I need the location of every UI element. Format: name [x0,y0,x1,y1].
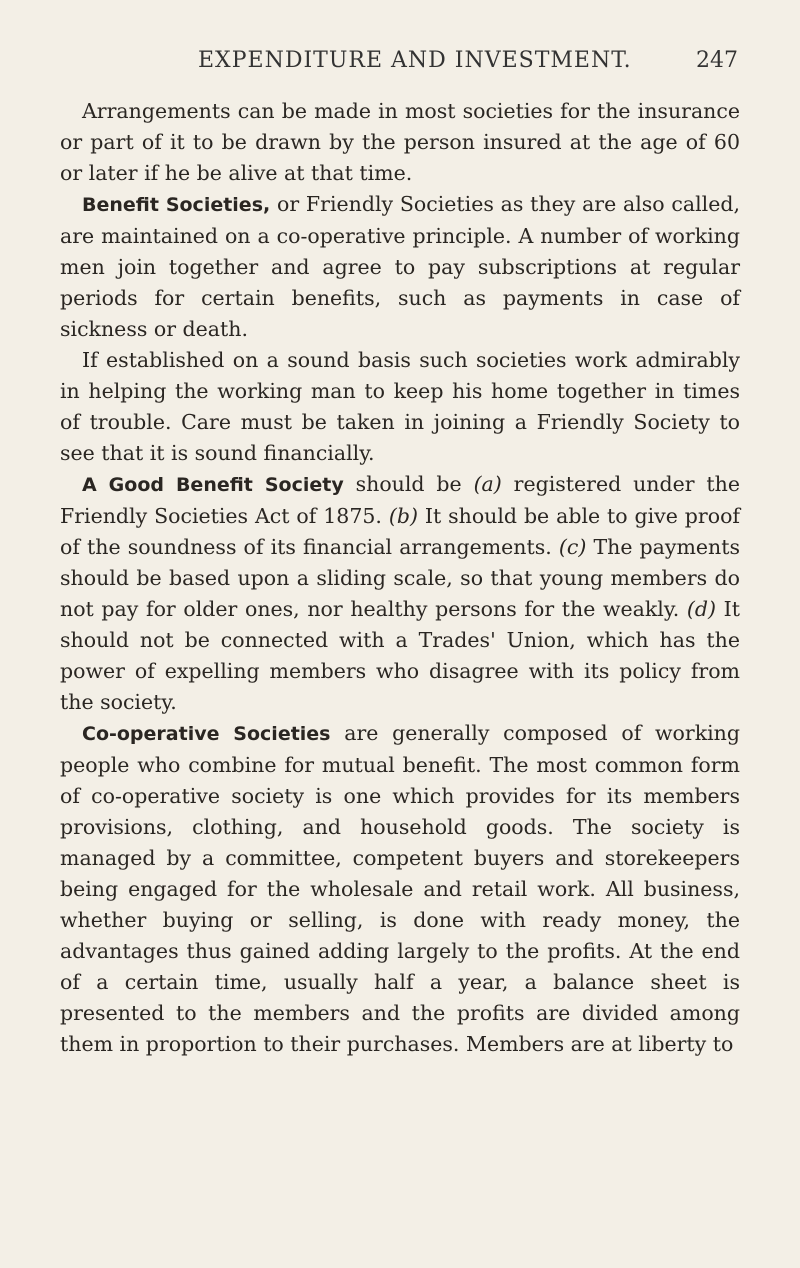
paragraph-benefit-societies [60,189,740,345]
paragraph-text: It should not be connected with a Trades' Union, which has the power of expelling members who disagree with its policy from the society. [60,597,740,714]
running-header [198,48,738,73]
page-number: 247 [696,48,738,73]
list-marker-a: (a) [473,472,502,496]
paragraph-text: should be [343,472,474,496]
paragraph-good-benefit-society [60,469,740,718]
paragraph-sound-basis [60,345,740,469]
paragraph-text: Arrangements can be made in most societies for the insurance or part of it to be drawn by the person insured at the age of 60 or later if he be alive at that time. [60,99,740,185]
paragraph-heading: Benefit Societies, [82,194,271,216]
list-marker-c: (c) [558,535,587,559]
list-marker-d: (d) [686,597,717,621]
paragraph-text: are generally composed of working people who combine for mutual benefit. The most common form of co-operative society is one which provides for its members provisions, clothing, and household goods. The society is managed by a committee, competent buyers and storekeepers being engaged for the wholesale and retail work. All business, whether buying or selling, is done with ready money, the advantages thus gained adding largely to the profits. At the end of a certain time, usually half a year, a balance sheet is presented to the members and the profits are divided among them in proportion to their purchases. Members are at liberty to [60,721,740,1056]
running-title: EXPENDITURE AND INVESTMENT. [198,48,632,73]
paragraph-text: If established on a sound basis such societies work admirably in helping the working man to keep his home together in times of trouble. Care must be taken in joining a Friendly Society to see that it is sound financially. [60,348,740,465]
paragraph-text: The payments should be based upon a sliding scale, so that young members do not pay for older ones, nor healthy persons for the weakly. [60,535,741,621]
paragraph-text: registered under the Friendly Societies Act of 1875. [60,472,740,528]
paragraph-heading: Co-operative Societies [82,723,331,745]
paragraph-text: It should be able to give proof of the soundness of its financial arrangements. [60,504,740,559]
paragraph-heading: A Good Benefit Society [82,474,344,496]
paragraph-co-operative-societies [60,718,740,1060]
paragraph-insurance [60,96,740,189]
body-text [60,96,740,1060]
list-marker-b: (b) [388,504,418,528]
paragraph-text: or Friendly Societies as they are also called, are maintained on a co-operative principle. A number of working men join together and agree to pay subscriptions at regular periods for certain benefits, such as payments in case of sickness or death. [60,192,741,341]
